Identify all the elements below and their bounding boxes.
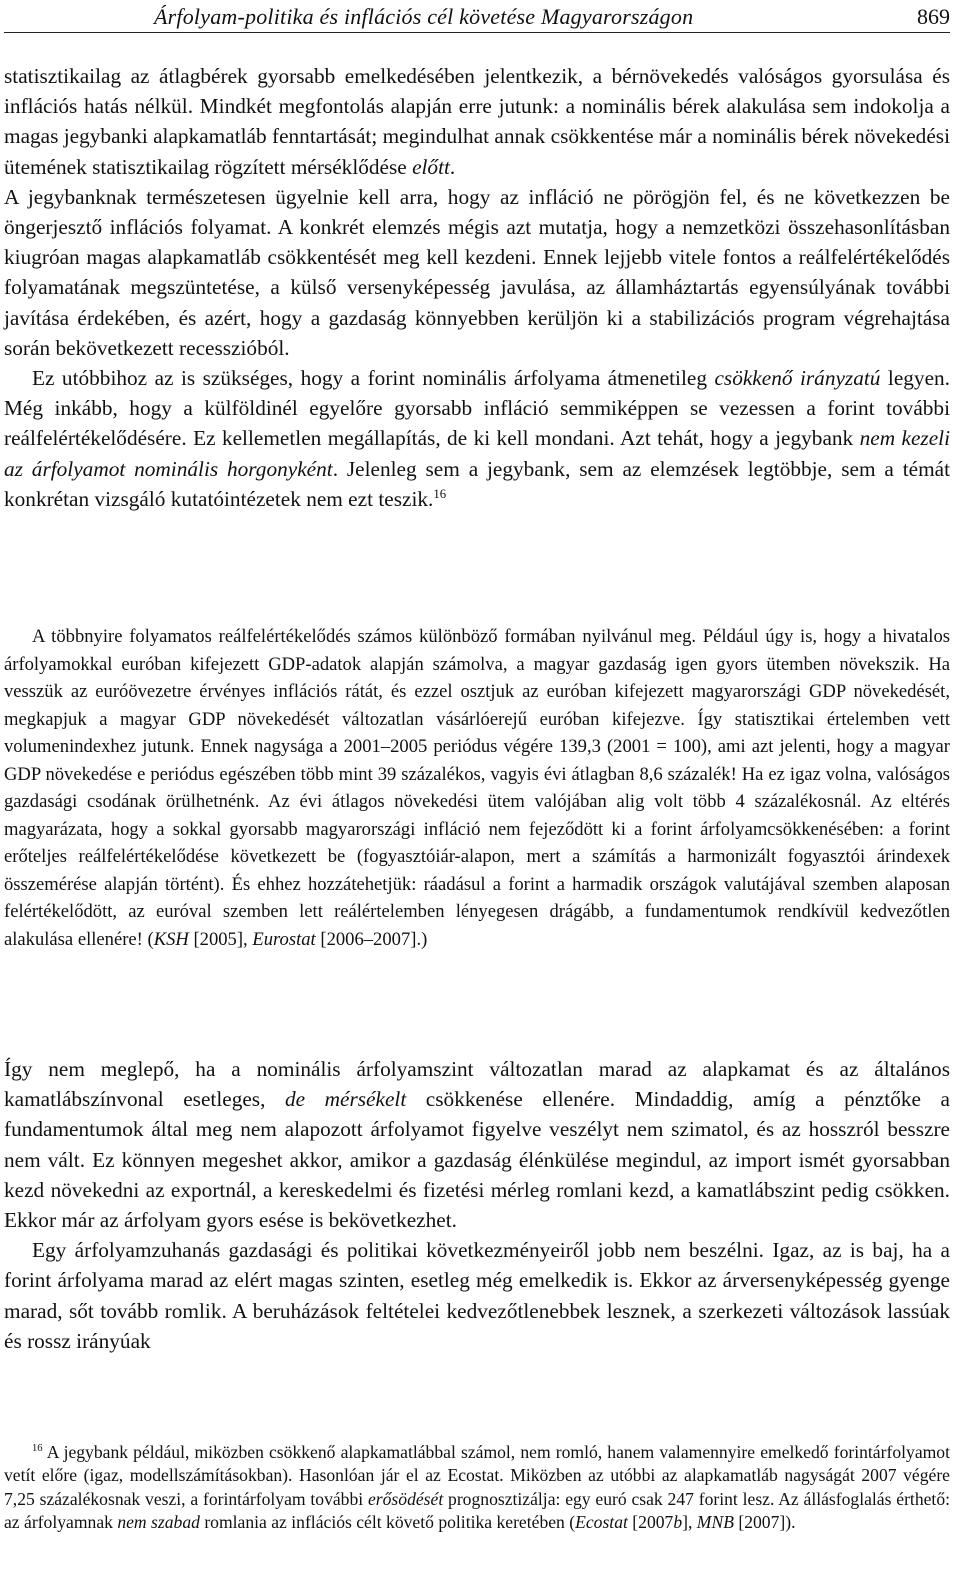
main-text-block (4, 61, 950, 514)
emphasis: előtt (412, 154, 450, 179)
text-run: A jegybank például, miközben csökkenő alapkamatlábbal számol, nem romló, hanem valamennyire emelkedő forintárfolyamot vetít előre (igaz, modellszámításokban). Hasonlóan jár el az Ecostat. Miközben az utóbbi az alapkamatláb nagyságát 2007 végére 7,25 százalékosnak veszi, a forintárfolyam további (4, 1442, 950, 1509)
text-run: . (449, 154, 456, 179)
text-run: A többnyire folyamatos reálfelértékelődés számos különböző formában nyilvánul meg. Például úgy is, hogy a hivatalos árfolyamokkal euróban kifejezett GDP-adatok alapján számolva, a magyar gazdaság igen gyors ütemben növekszik. Ha vesszük az euróövezetre érvényes inflációs rátát, és ezzel osztjuk az euróban kifejezett magyarországi GDP növekedését, megkapjuk a magyar GDP növekedését változatlan vásárlóerejű euróban kifejezve. Így statisztikai értelemben vett volumenindexhez jutunk. Ennek nagysága a 2001–2005 periódus végére 139,3 (2001 = 100), ami azt jelenti, hogy a magyar GDP növekedése e periódus egészében több mint 39 százalékos, vagyis évi átlagban 8,6 százalék! Ha ez igaz volna, valóságos gazdasági csodának örülhetnénk. Az évi átlagos növekedési ütem valójában alig volt több 4 százalékosnál. Az eltérés magyarázata, hogy a sokkal gyorsabb magyarországi infláció nem fejeződött ki a forint árfolyamcsökkenésében: a forint erőteljes reálfelértékelődése következett be (fogyasztóiár-alapon, mert a számítás a harmonizált fogyasztói árindexek összemérése alapján történt). És ehhez hozzátehetjük: ráadásul a forint a harmadik országok valutájával szemben alaposan felértékelődött, az euróval szemben lett reálértelemben lényegesen drágább, a fundamentumok rendkívül kedvezőtlen alakulása ellenére! ( (4, 626, 950, 950)
text-run: [2007]). (733, 1512, 796, 1533)
citation: KSH (153, 928, 189, 950)
text-run: legyen. Még inkább, hogy a külföldinél egyelőre gyorsabb infláció semmiképpen se vezessen a forint további reálfelértékelődésére. Ez kellemetlen megállapítás, de ki kell mondani. Azt tehát, hogy a jegybank (4, 366, 951, 451)
emphasis: csökkenő irányzatú (714, 366, 881, 391)
citation: Ecostat (575, 1512, 628, 1533)
text-run: [2006–2007].) (315, 928, 428, 950)
emphasis: nem kezeli az árfolyamot nominális horgonyként (4, 426, 950, 481)
paragraph: A jegybanknak természetesen ügyelnie kell arra, hogy az infláció ne pörögjön fel, és ne következzen be öngerjesztő inflációs folyamat. A konkrét elemzés mégis azt mutatja, hogy a nemzetközi összehasonlításban kiugróan magas alapkamatláb csökkentését meg kell kezdeni. Ennek lejjebb vitele fontos a reálfelértékelődés folyamatának megszüntetése, a külső versenyképesség javulása, az államháztartás egyensúlyának további javítása érdekében, és azért, hogy a gazdaság könnyebben kerüljön ki a stabilizációs program végrehajtása során bekövetkezett recesszióból. (4, 184, 950, 360)
text-run: [2007 (627, 1512, 674, 1533)
emphasis: erősödését (367, 1488, 444, 1509)
emphasis: de mérsékelt (284, 1087, 407, 1112)
emphasis: b (673, 1512, 683, 1533)
citation: MNB (696, 1512, 734, 1533)
text-run: statisztikailag az átlagbérek gyorsabb emelkedésében jelentkezik, a bérnövekedés valóságos gyorsulása és inflációs hatás nélkül. Mindkét megfontolás alapján erre jutunk: a nominális bérek alakulása sem indokolja a magas jegybanki alapkamatláb fenntartását; megindulhat annak csökkentése már a nominális bérek növekedési ütemének statisztikailag rögzített mérséklődése (4, 64, 950, 179)
paragraph (4, 61, 950, 182)
citation: Eurostat (252, 928, 316, 950)
text-run: [2005], (188, 928, 253, 950)
text-run: romlania az inflációs célt követő politika keretében ( (199, 1512, 576, 1533)
main-text-block (4, 1054, 950, 1356)
paragraph: Egy árfolyamzuhanás gazdasági és politikai következményeiről jobb nem beszélni. Igaz, az is baj, ha a forint árfolyama marad az elért magas szinten, esetleg még emelkedik is. Ekkor az árversenyképesség gyenge marad, sőt tovább romlik. A beruházások feltételei kedvezőtlenebbek lesznek, a szerkezeti változások lassúak és rossz irányúak (4, 1238, 950, 1353)
boxed-note (4, 623, 950, 953)
paragraph (4, 623, 950, 953)
text-run: Így nem meglepő, ha a nominális árfolyamszint változatlan marad az alapkamat és az általános kamatlábszínvonal esetleges, (4, 1057, 950, 1112)
page-number: 869 (917, 4, 950, 29)
text-run: csökkenése ellenére. Mindaddig, amíg a pénztőke a fundamentumok által meg nem alapozott árfolyamot figyelve veszélyt nem szimatol, és az hosszról besszre nem vált. Ez könnyen megeshet akkor, amikor a gazdaság élénkülése megindul, az import ismét gyorsabban kezd növekedni az exportnál, a kereskedelmi és fizetési mérleg romlani kezd, a kamatlábszint pedig csökken. Ekkor már az árfolyam gyors esése is bekövetkezhet. (4, 1087, 950, 1233)
emphasis: nem szabad (117, 1512, 200, 1533)
text-run: ], (682, 1512, 697, 1533)
paragraph (4, 1054, 950, 1235)
footnote-number: 16 (32, 1443, 43, 1455)
footnote (4, 1441, 950, 1535)
footnote-text (4, 1441, 950, 1535)
page-header (4, 2, 950, 33)
paragraph (4, 363, 950, 514)
text-run: Ez utóbbihoz az is szükséges, hogy a forint nominális árfolyama átmenetileg (32, 366, 715, 391)
footnote-ref[interactable]: 16 (433, 486, 447, 501)
running-title: Árfolyam-politika és inflációs cél követése Magyarországon (154, 4, 694, 29)
text-run: . Jelenleg sem a jegybank, sem az elemzések legtöbbje, sem a témát konkrétan vizsgáló kutatóintézetek nem ezt teszik. (4, 456, 950, 511)
text-run: prognosztizálja: egy euró csak 247 forint lesz. Az állásfoglalás érthető: az árfolyamnak (4, 1488, 950, 1533)
